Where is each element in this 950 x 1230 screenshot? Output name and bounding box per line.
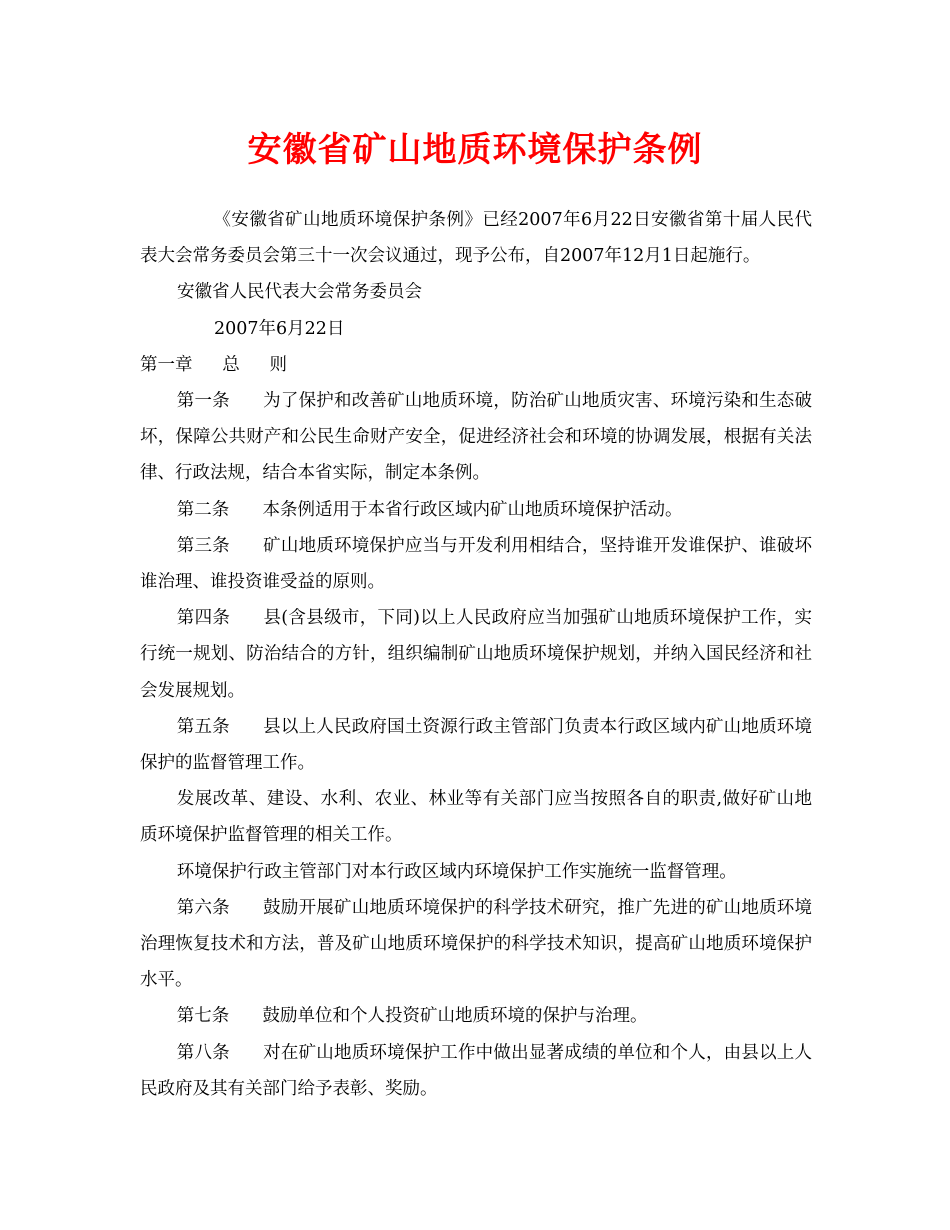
document-title: 安徽省矿山地质环境保护条例 <box>247 130 703 170</box>
article-number: 第一条 <box>176 391 230 412</box>
article-6 <box>140 890 812 999</box>
article-4 <box>140 600 812 709</box>
article-text: 县(含县级市，下同)以上人民政府应当加强矿山地质环境保护工作，实行统一规划、防治结合的方针，组织编制矿山地质环境保护规划，并纳入国民经济和社会发展规划。 <box>140 608 813 701</box>
article-5-paragraph-3: 环境保护行政主管部门对本行政区域内环境保护工作实施统一监督管理。 <box>176 861 737 882</box>
article-number: 第七条 <box>176 1006 230 1027</box>
chapter-name-part2: 则 <box>269 354 287 375</box>
article-text: 鼓励单位和个人投资矿山地质环境的保护与治理。 <box>262 1006 648 1027</box>
article-text: 本条例适用于本省行政区域内矿山地质环境保护活动。 <box>262 499 683 520</box>
article-number: 第五条 <box>176 716 230 737</box>
article-text: 县以上人民政府国土资源行政主管部门负责本行政区域内矿山地质环境保护的监督管理工作。 <box>140 716 813 774</box>
article-3 <box>140 528 812 600</box>
article-text: 矿山地质环境保护应当与开发利用相结合，坚持谁开发谁保护、谁破坏谁治理、谁投资谁受益的原则。 <box>140 535 813 593</box>
article-8 <box>140 1035 812 1107</box>
chapter-name-part1: 总 <box>222 354 240 375</box>
article-text: 鼓励开展矿山地质环境保护的科学技术研究，推广先进的矿山地质环境治理恢复技术和方法，普及矿山地质环境保护的科学技术知识，提高矿山地质环境保护水平。 <box>140 897 813 991</box>
article-text: 对在矿山地质环境保护工作中做出显著成绩的单位和个人，由县以上人民政府及其有关部门给予表彰、奖励。 <box>140 1042 813 1099</box>
issuer-line: 安徽省人民代表大会常务委员会 <box>177 282 422 303</box>
preamble-paragraph: 《安徽省矿山地质环境保护条例》已经2007年6月22日安徽省第十届人民代表大会常务委员会第三十一次会议通过，现予公布，自2007年12月1日起施行。 <box>140 210 812 267</box>
article-text: 为了保护和改善矿山地质环境，防治矿山地质灾害、环境污染和生态破坏，保障公共财产和公民生命财产安全，促进经济社会和环境的协调发展，根据有关法律、行政法规，结合本省实际，制定本条例。 <box>140 391 813 484</box>
chapter-heading <box>140 347 812 383</box>
article-number: 第三条 <box>176 535 230 556</box>
issue-date-line: 2007年6月22日 <box>214 318 345 339</box>
article-5-paragraph-2: 发展改革、建设、水利、农业、林业等有关部门应当按照各自的职责,做好矿山地质环境保护监督管理的相关工作。 <box>140 789 812 846</box>
article-2 <box>140 492 812 528</box>
chapter-number: 第一章 <box>140 354 193 375</box>
article-number: 第八条 <box>176 1042 230 1063</box>
article-5 <box>140 709 812 781</box>
article-1 <box>140 383 812 492</box>
article-7 <box>140 998 812 1034</box>
article-number: 第六条 <box>176 897 230 918</box>
article-number: 第四条 <box>176 608 231 629</box>
article-number: 第二条 <box>176 499 230 520</box>
document-body <box>140 202 812 1107</box>
